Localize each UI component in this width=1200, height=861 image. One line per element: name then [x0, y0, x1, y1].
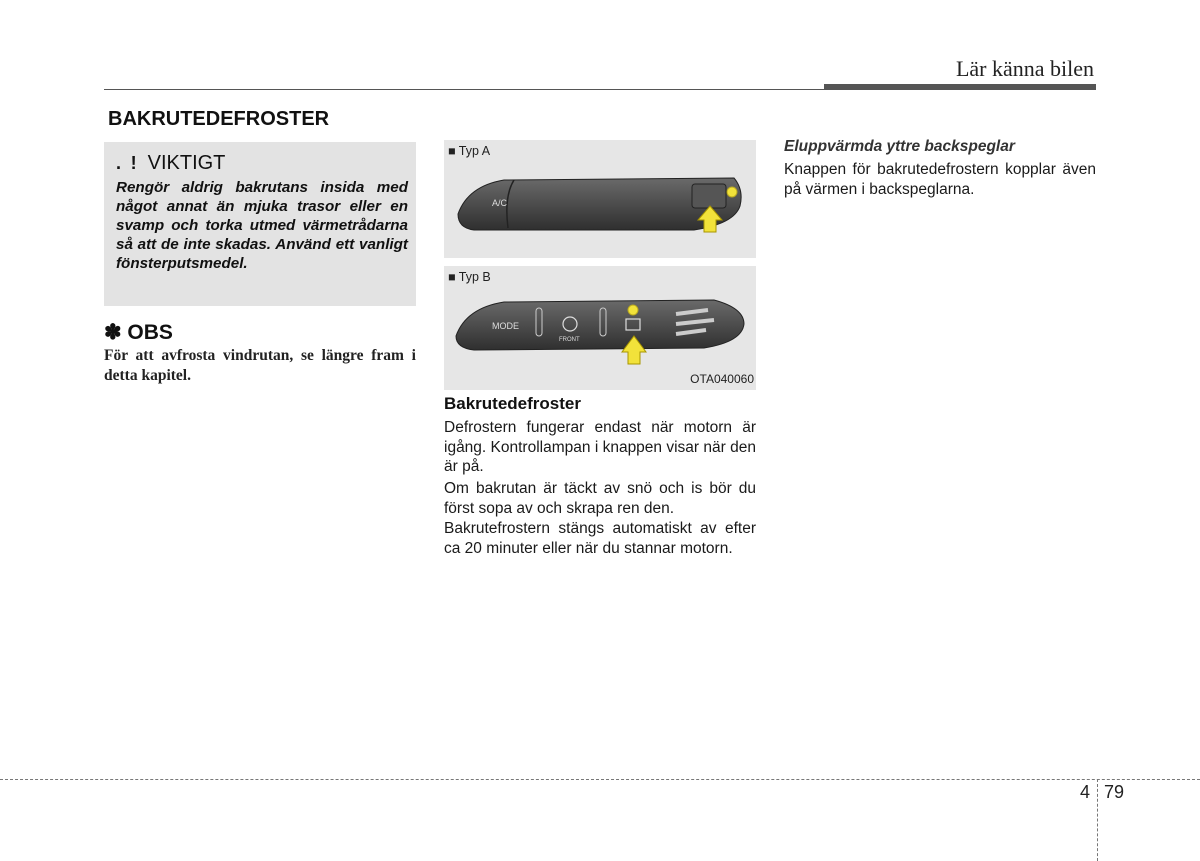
defrost-button-a	[692, 184, 726, 208]
figure-a-illustration	[444, 140, 756, 258]
warning-title: VIKTIGT	[147, 152, 226, 174]
indicator-lamp-a	[727, 187, 737, 197]
warning-text: Rengör aldrig bakrutans insida med något annat än mjuka trasor eller en svamp och torka utmed värmetrådarna så att de inte skadas. Använd ett vanligt fönsterputsmedel.	[116, 179, 408, 272]
front-button-text: FRONT	[559, 337, 580, 343]
figure-type-b	[444, 266, 756, 390]
header-rule	[104, 89, 824, 90]
header-rule-thick	[824, 84, 1096, 90]
header-title: Lär känna bilen	[955, 56, 1094, 81]
footer-divider	[1097, 779, 1098, 861]
page-number: 79	[1104, 782, 1125, 802]
section-title: BAKRUTEDEFROSTER	[108, 108, 330, 130]
figure-b-label: ■ Typ B	[448, 270, 491, 284]
figure-type-a	[444, 140, 756, 258]
figure-code: OTA040060	[690, 372, 754, 386]
warning-icon: . !	[116, 153, 140, 173]
warning-box	[104, 142, 416, 306]
right-subtitle: Eluppvärmda yttre backspeglar	[784, 138, 1015, 155]
chapter-number: 4	[1080, 782, 1091, 802]
middle-subtitle: Bakrutedefroster	[444, 394, 581, 413]
obs-text: För att avfrosta vindrutan, se längre fram i detta kapitel.	[104, 347, 416, 384]
middle-paragraph-3: Bakrutefrostern stängs automatiskt av efter ca 20 minuter eller när du stannar motorn.	[444, 520, 756, 557]
middle-paragraph-1: Defrostern fungerar endast när motorn är igång. Kontrollampan i knappen visar när den är på.	[444, 419, 756, 475]
right-text: Knappen för bakrutedefrostern kopplar även på värmen i backspeglarna.	[784, 161, 1096, 198]
middle-paragraph-2: Om bakrutan är täckt av snö och is bör du först sopa av och skrapa ren den.	[444, 480, 756, 517]
figure-a-label: ■ Typ A	[448, 144, 491, 158]
obs-title: ✽ OBS	[104, 321, 173, 344]
ac-button-text: A/C	[492, 198, 508, 208]
indicator-lamp-b	[628, 305, 638, 315]
mode-button-text: MODE	[492, 321, 519, 331]
footer-rule	[0, 779, 1200, 780]
warning-heading	[116, 152, 225, 175]
